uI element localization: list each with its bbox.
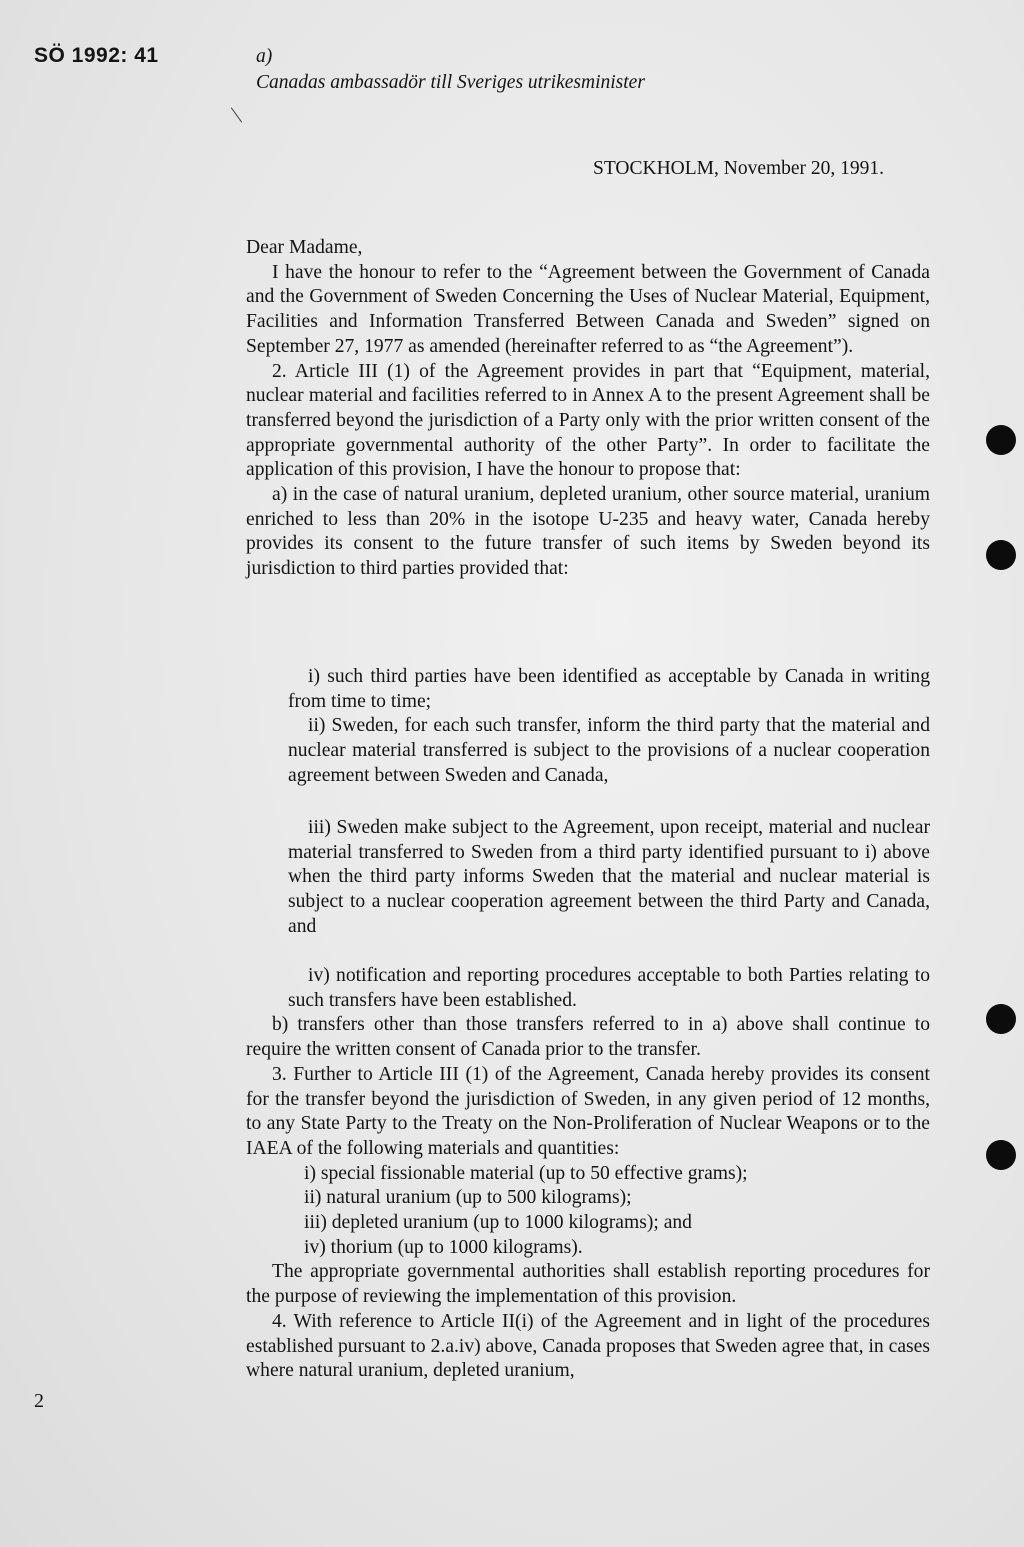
- salutation: Dear Madame,: [246, 237, 363, 258]
- page-number: 2: [34, 1390, 44, 1412]
- punch-hole: [986, 1140, 1016, 1170]
- paragraph-3-ii: ii) natural uranium (up to 500 kilograms);: [304, 1187, 632, 1209]
- document-code: SÖ 1992: 41: [34, 44, 159, 67]
- paragraph-3-closing: The appropriate governmental authorities shall establish reporting procedures for the purpose of reviewing the implementation of this provision.: [246, 1261, 930, 1308]
- subitem-i-block: [246, 665, 930, 789]
- paragraph-3: 3. Further to Article III (1) of the Agreement, Canada hereby provides its consent for the transfer beyond the jurisdiction of Sweden, in any given period of 12 months, to any State Party to the Treaty on the Non-Proliferation of Nuclear Weapons or to the IAEA of the following materials and quantities:: [246, 1063, 930, 1159]
- item-label: a): [256, 46, 273, 67]
- paragraph-2a-iii: iii) Sweden make subject to the Agreement, upon receipt, material and nuclear material transferred to Sweden from a third party identified pursuant to i) above when the third party informs Sweden that the material and nuclear material is subject to a nuclear cooperation agreement between the third Party and Canada, and: [288, 817, 930, 937]
- punch-hole: [986, 1004, 1016, 1034]
- pen-mark: [231, 107, 242, 122]
- letter-continuation: [246, 964, 930, 1384]
- paragraph-2a-ii: ii) Sweden, for each such transfer, inform the third party that the material and nuclear material transferred is subject to the provisions of a nuclear cooperation agreement between Sweden and Canada,: [288, 715, 930, 786]
- subitem-iii-block: [246, 816, 930, 940]
- place-date: STOCKHOLM, November 20, 1991.: [593, 158, 885, 179]
- paragraph-3-iv: iv) thorium (up to 1000 kilograms).: [304, 1236, 583, 1258]
- paragraph-2a-iv: iv) notification and reporting procedures acceptable to both Parties relating to such transfers have been established.: [288, 965, 930, 1011]
- letter-heading: [256, 44, 645, 96]
- paragraph-4: 4. With reference to Article II(i) of the Agreement and in light of the procedures established pursuant to 2.a.iv) above, Canada proposes that Sweden agree that, in cases where natural uranium, depleted uranium,: [246, 1310, 930, 1382]
- paragraph-2a-i: i) such third parties have been identified as acceptable by Canada in writing from time to time;: [288, 666, 930, 712]
- punch-hole: [986, 540, 1016, 570]
- paragraph-3-iii: iii) depleted uranium (up to 1000 kilograms); and: [304, 1212, 692, 1234]
- sender-line: Canadas ambassadör till Sveriges utrikesminister: [256, 72, 645, 93]
- paragraph-3-i: i) special fissionable material (up to 50 effective grams);: [304, 1162, 748, 1184]
- paragraph-2b: b) transfers other than those transfers referred to in a) above shall continue to require the written consent of Canada prior to the transfer.: [246, 1014, 930, 1061]
- letter-opening: [246, 236, 930, 582]
- punch-hole: [986, 425, 1016, 455]
- paragraph-2: 2. Article III (1) of the Agreement provides in part that “Equipment, material, nuclear material and facilities referred to in Annex A to the present Agreement shall be transferred beyond the jurisdiction of a Party only with the prior written consent of the appropriate governmental authority of the other Party”. In order to facilitate the application of this provision, I have the honour to propose that:: [246, 360, 930, 481]
- paragraph-1: I have the honour to refer to the “Agreement between the Government of Canada and the Government of Sweden Concerning the Uses of Nuclear Material, Equipment, Facilities and Information Transferred Between Canada and Sweden” signed on September 27, 1977 as amended (hereinafter referred to as “the Agreement”).: [246, 261, 930, 357]
- paragraph-2a: a) in the case of natural uranium, depleted uranium, other source material, uranium enriched to less than 20% in the isotope U-235 and heavy water, Canada hereby provides its consent to the future transfer of such items by Sweden beyond its jurisdiction to third parties provided that:: [246, 484, 930, 580]
